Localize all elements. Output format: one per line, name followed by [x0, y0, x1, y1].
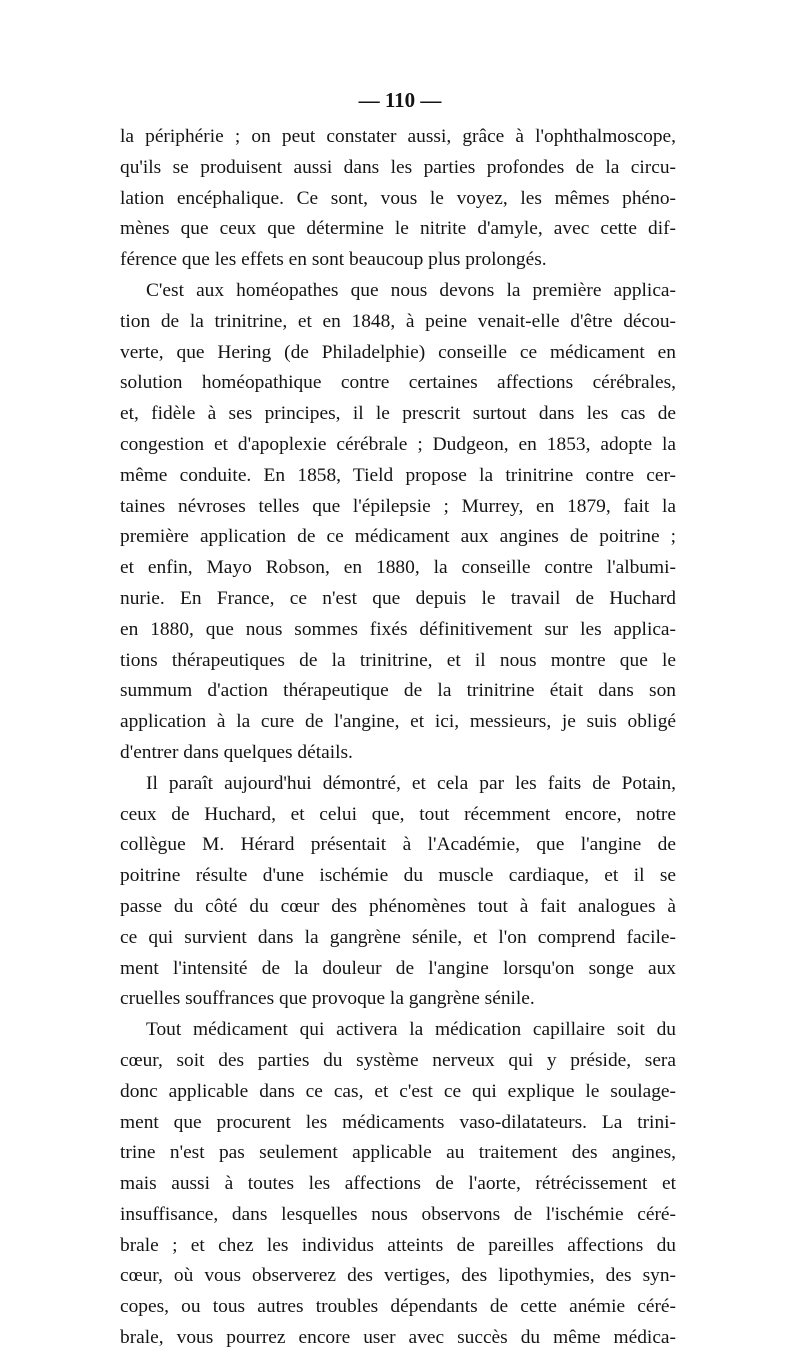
- text-line: ment l'intensité de la douleur de l'angine lorsqu'on songe aux: [120, 957, 676, 979]
- text-line: brale, vous pourrez encore user avec succès du même médica-: [120, 1327, 676, 1349]
- text-line: ce qui survient dans la gangrène sénile, et l'on comprend facile-: [120, 926, 676, 948]
- text-line: férence que les effets en sont beaucoup plus prolongés.: [120, 249, 547, 271]
- text-line: mais aussi à toutes les affections de l'aorte, rétrécissement et: [120, 1173, 676, 1195]
- text-line: copes, ou tous autres troubles dépendants de cette anémie céré-: [120, 1296, 676, 1318]
- text-line: Il paraît aujourd'hui démontré, et cela par les faits de Potain,: [146, 772, 676, 794]
- text-line: insuffisance, dans lesquelles nous observons de l'ischémie céré-: [120, 1203, 676, 1225]
- body-text: [120, 122, 676, 1354]
- text-line: tions thérapeutiques de la trinitrine, et il nous montre que le: [120, 649, 676, 671]
- text-line: verte, que Hering (de Philadelphie) conseille ce médicament en: [120, 341, 676, 363]
- text-line: collègue M. Hérard présentait à l'Académie, que l'angine de: [120, 834, 676, 856]
- text-line: solution homéopathique contre certaines affections cérébrales,: [120, 372, 676, 394]
- text-line: passe du côté du cœur des phénomènes tout à fait analogues à: [120, 895, 676, 917]
- text-line: poitrine résulte d'une ischémie du muscle cardiaque, et il se: [120, 865, 676, 887]
- text-line: ment que procurent les médicaments vaso-dilatateurs. La trini-: [120, 1111, 676, 1133]
- text-line: congestion et d'apoplexie cérébrale ; Dudgeon, en 1853, adopte la: [120, 433, 676, 455]
- text-line: et enfin, Mayo Robson, en 1880, la conseille contre l'albumi-: [120, 557, 676, 579]
- text-line: cruelles souffrances que provoque la gangrène sénile.: [120, 988, 535, 1010]
- text-line: cœur, où vous observerez des vertiges, des lipothymies, des syn-: [120, 1265, 676, 1287]
- text-line: même conduite. En 1858, Tield propose la trinitrine contre cer-: [120, 464, 676, 486]
- text-line: mènes que ceux que détermine le nitrite d'amyle, avec cette dif-: [120, 218, 676, 240]
- text-line: première application de ce médicament aux angines de poitrine ;: [120, 526, 676, 548]
- text-line: nurie. En France, ce n'est que depuis le travail de Huchard: [120, 587, 676, 609]
- text-line: cœur, soit des parties du système nerveux qui y préside, sera: [120, 1049, 676, 1071]
- text-line: brale ; et chez les individus atteints de pareilles affections du: [120, 1234, 676, 1256]
- text-line: lation encéphalique. Ce sont, vous le voyez, les mêmes phéno-: [120, 187, 676, 209]
- text-line: C'est aux homéopathes que nous devons la première applica-: [146, 279, 676, 301]
- text-line: taines névroses telles que l'épilepsie ; Murrey, en 1879, fait la: [120, 495, 676, 517]
- text-line: d'entrer dans quelques détails.: [120, 741, 353, 763]
- text-line: et, fidèle à ses principes, il le prescrit surtout dans les cas de: [120, 403, 676, 425]
- text-line: la périphérie ; on peut constater aussi, grâce à l'ophthalmoscope,: [120, 126, 676, 147]
- text-line: tion de la trinitrine, et en 1848, à peine venait-elle d'être décou-: [120, 310, 676, 332]
- text-line: en 1880, que nous sommes fixés définitivement sur les applica-: [120, 618, 676, 640]
- page-number: — 110 —: [358, 88, 442, 112]
- text-line: summum d'action thérapeutique de la trinitrine était dans son: [120, 680, 676, 702]
- text-line: donc applicable dans ce cas, et c'est ce qui explique le soulage-: [120, 1080, 676, 1102]
- text-line: application à la cure de l'angine, et ici, messieurs, je suis obligé: [120, 711, 676, 733]
- text-line: ceux de Huchard, et celui que, tout récemment encore, notre: [120, 803, 676, 825]
- text-line: Tout médicament qui activera la médication capillaire soit du: [146, 1019, 676, 1041]
- text-line: trine n'est pas seulement applicable au traitement des angines,: [120, 1142, 676, 1164]
- text-line: qu'ils se produisent aussi dans les parties profondes de la circu-: [120, 156, 676, 178]
